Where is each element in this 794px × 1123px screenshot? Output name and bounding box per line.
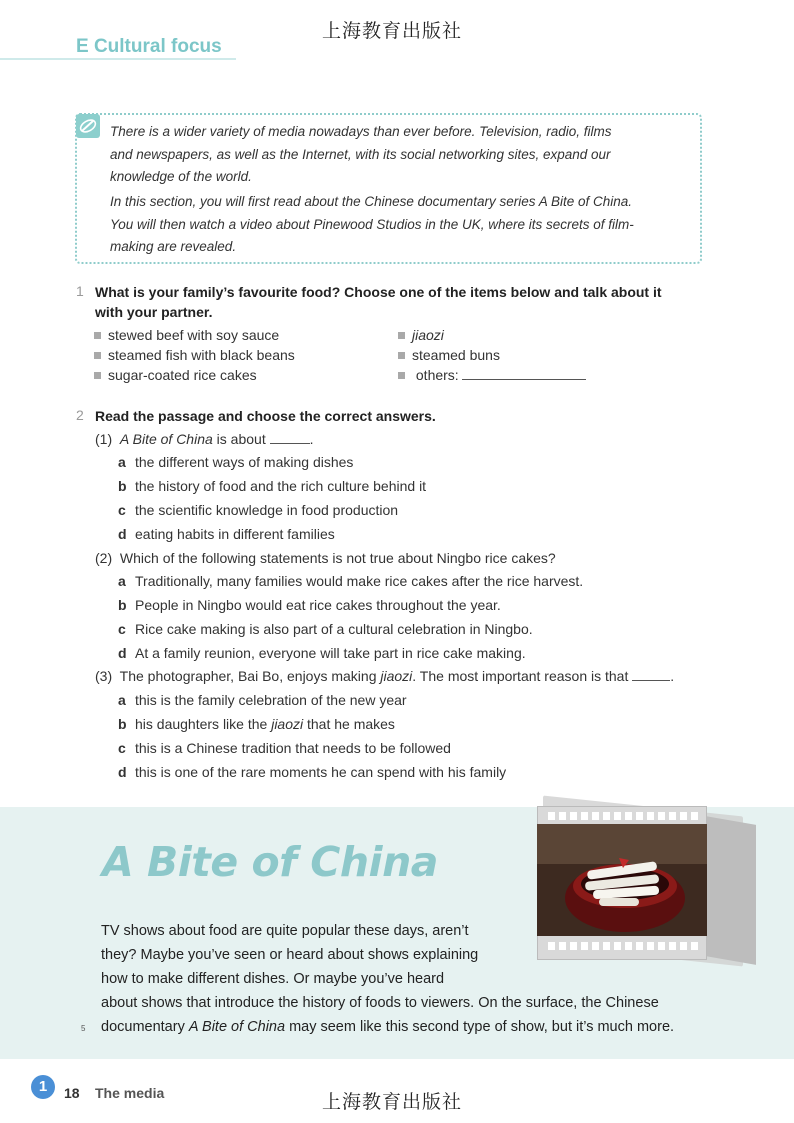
- reading-line: documentary A Bite of China may seem like this second type of show, but it’s much more.: [101, 1019, 675, 1035]
- intro-paragraph-2: [110, 191, 692, 259]
- option: d At a family reunion, everyone will take part in rice cake making.: [118, 645, 526, 661]
- food-item: steamed buns: [398, 347, 500, 363]
- chapter-badge: 1: [31, 1075, 55, 1099]
- answer-blank[interactable]: [632, 680, 670, 681]
- rice-cakes-photo: [537, 824, 707, 936]
- question-number: 1: [76, 283, 84, 299]
- publisher-footer: 上海教育出版社: [322, 1091, 463, 1113]
- option: b his daughters like the jiaozi that he makes: [118, 716, 395, 732]
- food-item-others: others:: [398, 367, 586, 383]
- question-1-text: What is your family’s favourite food? Choose one of the items below and talk about it with your partner.: [95, 284, 662, 320]
- reading-line: about shows that introduce the history of foods to viewers. On the surface, the Chinese: [101, 995, 659, 1011]
- intro-line: knowledge of the world.: [110, 169, 252, 184]
- option: b the history of food and the rich culture behind it: [118, 478, 427, 494]
- section-title: E Cultural focus: [76, 36, 222, 57]
- film-strip-shadow: [700, 815, 756, 965]
- food-item: jiaozi: [398, 327, 444, 343]
- sub-question-1: (1) A Bite of China is about .: [95, 431, 314, 447]
- reading-title: A Bite of China: [102, 838, 438, 886]
- question-number: 2: [76, 407, 84, 423]
- option: b People in Ningbo would eat rice cakes throughout the year.: [118, 597, 501, 613]
- film-holes-top: [548, 812, 698, 820]
- option: c the scientific knowledge in food production: [118, 502, 399, 518]
- reading-line: how to make different dishes. Or maybe you’ve heard: [101, 971, 445, 987]
- chapter-label: The media: [95, 1085, 165, 1101]
- food-item: stewed beef with soy sauce: [94, 327, 279, 343]
- option: d this is one of the rare moments he can spend with his family: [118, 764, 507, 780]
- answer-blank[interactable]: [270, 443, 310, 444]
- option: d eating habits in different families: [118, 526, 335, 542]
- intro-line: making are revealed.: [110, 239, 237, 254]
- food-item: sugar-coated rice cakes: [94, 367, 257, 383]
- option: c this is a Chinese tradition that needs to be followed: [118, 740, 451, 756]
- sub-question-2: (2) Which of the following statements is not true about Ningbo rice cakes?: [95, 550, 556, 566]
- reading-line: they? Maybe you’ve seen or heard about shows explaining: [101, 947, 479, 963]
- intro-line: In this section, you will first read about the Chinese documentary series A Bite of China.: [110, 194, 633, 209]
- option: a this is the family celebration of the new year: [118, 692, 407, 708]
- sub-question-3: (3) The photographer, Bai Bo, enjoys making jiaozi. The most important reason is that .: [95, 668, 675, 684]
- film-holes-bottom: [548, 942, 698, 950]
- option: a the different ways of making dishes: [118, 454, 354, 470]
- section-divider: [0, 58, 236, 60]
- intro-line: and newspapers, as well as the Internet, with its social networking sites, expand our: [110, 146, 611, 162]
- pencil-note-icon: [76, 114, 100, 138]
- reading-line: TV shows about food are quite popular these days, aren’t: [101, 923, 469, 939]
- option: a Traditionally, many families would make rice cakes after the rice harvest.: [118, 573, 584, 589]
- food-item: steamed fish with black beans: [94, 347, 295, 363]
- question-2-text: Read the passage and choose the correct answers.: [95, 408, 436, 424]
- others-blank[interactable]: [462, 379, 586, 380]
- option: c Rice cake making is also part of a cultural celebration in Ningbo.: [118, 621, 533, 637]
- publisher-header: 上海教育出版社: [322, 20, 463, 42]
- line-number: 5: [81, 1024, 86, 1033]
- intro-line: You will then watch a video about Pinewood Studios in the UK, where its secrets of film-: [110, 216, 634, 232]
- intro-paragraph-1: [110, 121, 692, 189]
- intro-line: There is a wider variety of media nowadays than ever before. Television, radio, films: [110, 124, 612, 139]
- page-number: 18: [64, 1085, 80, 1101]
